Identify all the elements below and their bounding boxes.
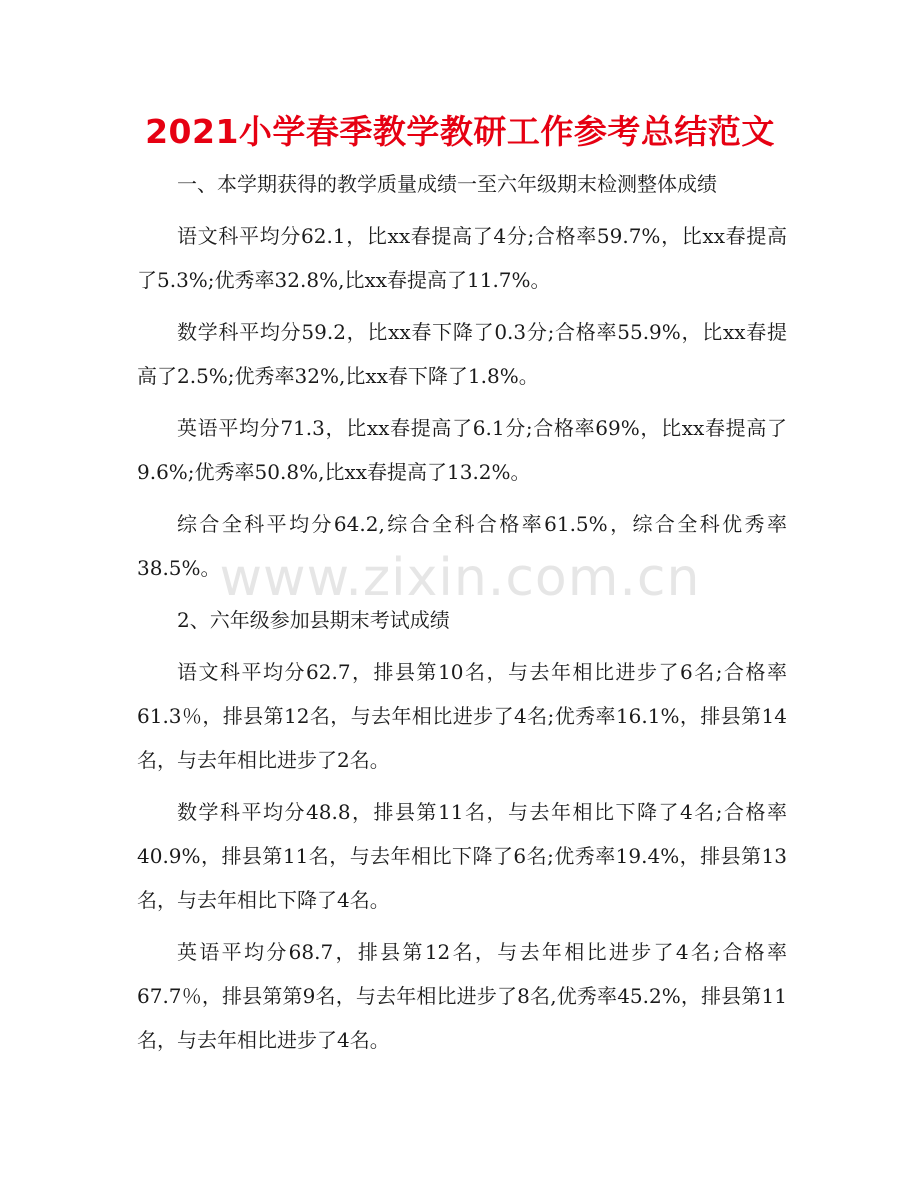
document-body [137, 162, 787, 1070]
paragraph-grade6-chinese: 语文科平均分62.7，排县第10名，与去年相比进步了6名;合格率61.3％，排县第12名，与去年相比进步了4名;优秀率16.1%，排县第14名，与去年相比进步了2名。 [137, 660, 787, 772]
paragraph-english-scores: 英语平均分71.3，比xx春提高了6.1分;合格率69%，比xx春提高了9.6%;优秀率50.8%,比xx春提高了13.2%。 [137, 416, 787, 484]
section-heading-2: 2、六年级参加县期末考试成绩 [177, 608, 450, 632]
paragraph-overall-scores: 综合全科平均分64.2,综合全科合格率61.5%，综合全科优秀率38.5%。 [137, 512, 787, 580]
document-title: 2021小学春季教学教研工作参考总结范文 [145, 112, 775, 151]
section-heading-1: 一、本学期获得的教学质量成绩一至六年级期末检测整体成绩 [177, 172, 717, 196]
paragraph-grade6-math: 数学科平均分48.8，排县第11名，与去年相比下降了4名;合格率40.9%，排县第11名，与去年相比下降了6名;优秀率19.4%，排县第13名，与去年相比下降了4名。 [137, 800, 787, 912]
paragraph-math-scores: 数学科平均分59.2，比xx春下降了0.3分;合格率55.9%，比xx春提高了2.5%;优秀率32%,比xx春下降了1.8%。 [137, 320, 787, 388]
paragraph-grade6-english: 英语平均分68.7，排县第12名，与去年相比进步了4名;合格率67.7％，排县第第9名，与去年相比进步了8名,优秀率45.2%，排县第11名，与去年相比进步了4名。 [137, 940, 787, 1052]
watermark: www.zixin.com.cn [219, 548, 701, 608]
paragraph-chinese-scores: 语文科平均分62.1，比xx春提高了4分;合格率59.7%，比xx春提高了5.3%;优秀率32.8%,比xx春提高了11.7%。 [137, 224, 787, 292]
